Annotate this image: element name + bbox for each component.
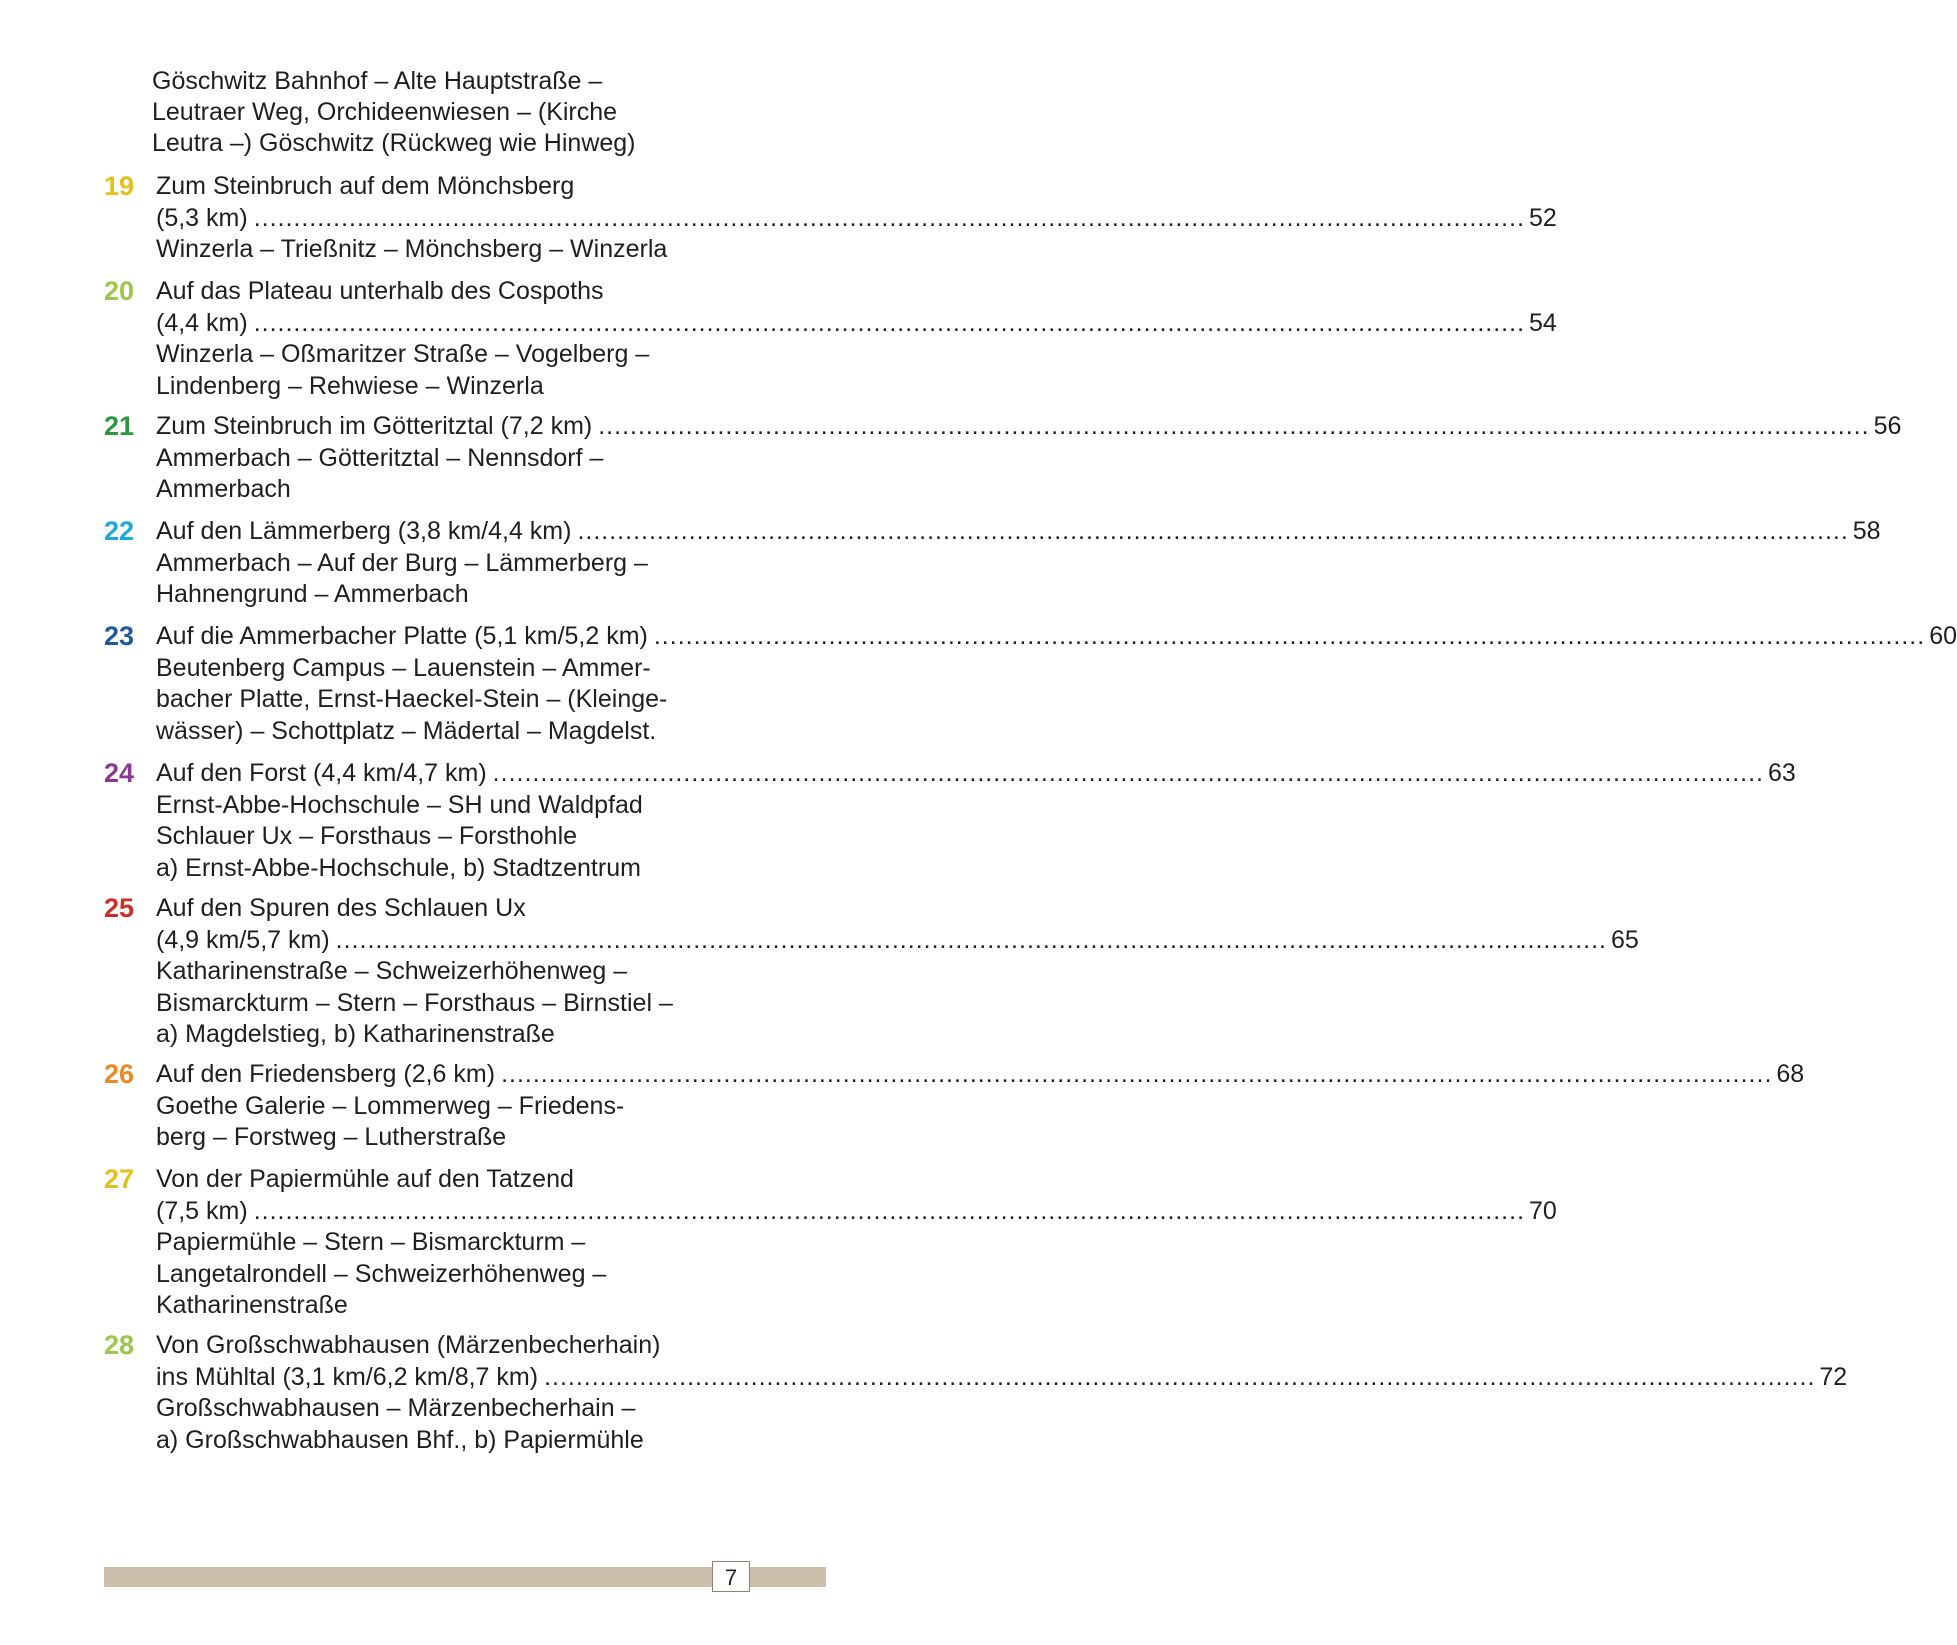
route-number: 23 xyxy=(104,621,135,651)
route-stations-text: Beutenberg Campus – Lauenstein – Ammer- xyxy=(156,653,651,682)
route-description xyxy=(156,1164,1557,1322)
route-title-text: Auf den Spuren des Schlauen Ux xyxy=(156,894,526,922)
title-line-with-page xyxy=(156,203,1557,235)
route-description xyxy=(156,758,1796,884)
page-ref: 58 xyxy=(1852,517,1881,545)
route-title-text: Auf den Friedensberg (2,6 km) xyxy=(156,1060,496,1088)
dot-leader: ................................................................................................................................................................ xyxy=(253,203,1526,232)
title-line-with-page xyxy=(156,516,1881,548)
route-stations-text: Papiermühle – Stern – Bismarckturm – xyxy=(156,1228,586,1256)
dot-leader: ................................................................................................................................................................ xyxy=(253,308,1526,337)
route-description xyxy=(156,621,1957,747)
route-title-text: (4,9 km/5,7 km) xyxy=(156,925,330,954)
route-title-text: Zum Steinbruch im Götteritztal (7,2 km) xyxy=(156,412,593,440)
page-ref: 60 xyxy=(1929,622,1957,650)
route-title-text: Auf das Plateau unterhalb des Cospoths xyxy=(156,277,604,305)
dot-leader: ................................................................................................................................................................ xyxy=(598,412,1870,440)
route-title-text: Von der Papiermühle auf den Tatzend xyxy=(156,1165,574,1193)
dot-leader: ................................................................................................................................................................ xyxy=(501,1060,1773,1088)
route-stations-text: Schlauer Ux – Forsthaus – Forsthohle xyxy=(156,822,578,850)
route-stations-text: Ernst-Abbe-Hochschule – SH und Waldpfad xyxy=(156,790,643,819)
route-number: 28 xyxy=(104,1330,135,1360)
route-title-text: Auf die Ammerbacher Platte (5,1 km/5,2 km) xyxy=(156,622,648,650)
dot-leader: ................................................................................................................................................................ xyxy=(544,1362,1816,1391)
route-number: 20 xyxy=(104,276,135,306)
route-stations-text: Ammerbach xyxy=(156,475,291,503)
title-line-with-page xyxy=(156,308,1557,340)
route-description xyxy=(156,1330,1848,1456)
route-description xyxy=(156,1059,1805,1154)
route-description xyxy=(156,411,1902,506)
dot-leader: ................................................................................................................................................................ xyxy=(492,759,1764,787)
page-ref: 56 xyxy=(1873,412,1902,440)
route-stations-text: Ammerbach – Auf der Burg – Lämmerberg – xyxy=(156,548,648,577)
route-stations-text: Langetalrondell – Schweizerhöhenweg – xyxy=(156,1259,607,1288)
page-ref: 63 xyxy=(1768,759,1796,787)
route-title-text: Auf den Lämmerberg (3,8 km/4,4 km) xyxy=(156,517,572,545)
page-number: 7 xyxy=(712,1561,750,1592)
route-number: 27 xyxy=(104,1164,135,1194)
intro-route xyxy=(152,66,752,159)
route-stations-text: Lindenberg – Rehwiese – Winzerla xyxy=(156,371,544,400)
route-stations-text: Katharinenstraße – Schweizerhöhenweg – xyxy=(156,957,628,985)
title-line-with-page xyxy=(156,621,1957,653)
route-title-text: ins Mühltal (3,1 km/6,2 km/8,7 km) xyxy=(156,1362,539,1391)
route-stations-text: Winzerla – Trießnitz – Mönchsberg – Winzerla xyxy=(156,235,668,263)
route-stations-text: a) Großschwabhausen Bhf., b) Papiermühle xyxy=(156,1425,644,1454)
dot-leader: ................................................................................................................................................................ xyxy=(653,622,1926,650)
route-stations-text: Winzerla – Oßmaritzer Straße – Vogelberg – xyxy=(156,340,650,368)
route-stations-text: Hahnengrund – Ammerbach xyxy=(156,580,469,608)
route-stations-text: Bismarckturm – Stern – Forsthaus – Birnstiel – xyxy=(156,988,673,1017)
title-line-with-page xyxy=(156,1059,1805,1091)
dot-leader: ................................................................................................................................................................ xyxy=(577,517,1849,545)
route-stations-text: bacher Platte, Ernst-Haeckel-Stein – (Kleinge- xyxy=(156,685,668,713)
route-stations-text: wässer) – Schottplatz – Mädertal – Magdelst. xyxy=(156,716,657,745)
intro-line: Göschwitz Bahnhof – Alte Hauptstraße – xyxy=(152,67,603,95)
title-line-with-page xyxy=(156,925,1639,957)
title-line-with-page xyxy=(156,1362,1848,1394)
dot-leader: ................................................................................................................................................................ xyxy=(253,1196,1526,1225)
route-description xyxy=(156,516,1881,611)
route-title-text: (7,5 km) xyxy=(156,1196,248,1225)
route-title-text: Auf den Forst (4,4 km/4,7 km) xyxy=(156,759,487,787)
page-ref: 54 xyxy=(1529,308,1557,337)
intro-line: Leutra –) Göschwitz (Rückweg wie Hinweg) xyxy=(152,129,636,157)
route-stations-text: Goethe Galerie – Lommerweg – Friedens- xyxy=(156,1091,625,1120)
title-line-with-page xyxy=(156,1196,1557,1228)
route-stations-text: a) Magdelstieg, b) Katharinenstraße xyxy=(156,1020,555,1048)
route-number: 24 xyxy=(104,758,135,788)
route-title-text: (4,4 km) xyxy=(156,308,248,337)
page-ref: 68 xyxy=(1776,1060,1805,1088)
page-ref: 72 xyxy=(1819,1362,1848,1391)
route-number: 21 xyxy=(104,411,135,441)
route-number: 25 xyxy=(104,893,135,923)
route-stations-text: Großschwabhausen – Märzenbecherhain – xyxy=(156,1394,636,1422)
route-description xyxy=(156,276,1557,402)
page-ref: 52 xyxy=(1529,203,1557,232)
page-ref: 65 xyxy=(1610,925,1639,954)
title-line-with-page xyxy=(156,758,1796,790)
route-stations-text: Katharinenstraße xyxy=(156,1291,348,1319)
route-stations-text: a) Ernst-Abbe-Hochschule, b) Stadtzentrum xyxy=(156,853,641,882)
route-number: 26 xyxy=(104,1059,135,1089)
route-stations-text: Ammerbach – Götteritztal – Nennsdorf – xyxy=(156,443,604,472)
route-title-text: Von Großschwabhausen (Märzenbecherhain) xyxy=(156,1331,661,1359)
intro-line: Leutraer Weg, Orchideenwiesen – (Kirche xyxy=(152,98,618,126)
route-number: 19 xyxy=(104,171,135,201)
route-description xyxy=(156,893,1639,1051)
route-stations-text: berg – Forstweg – Lutherstraße xyxy=(156,1123,507,1151)
page-ref: 70 xyxy=(1529,1196,1557,1225)
route-title-text: (5,3 km) xyxy=(156,203,248,232)
route-number: 22 xyxy=(104,516,135,546)
route-title-text: Zum Steinbruch auf dem Mönchsberg xyxy=(156,172,575,200)
route-description xyxy=(156,171,1557,266)
dot-leader: ................................................................................................................................................................ xyxy=(335,925,1607,954)
title-line-with-page xyxy=(156,411,1902,443)
